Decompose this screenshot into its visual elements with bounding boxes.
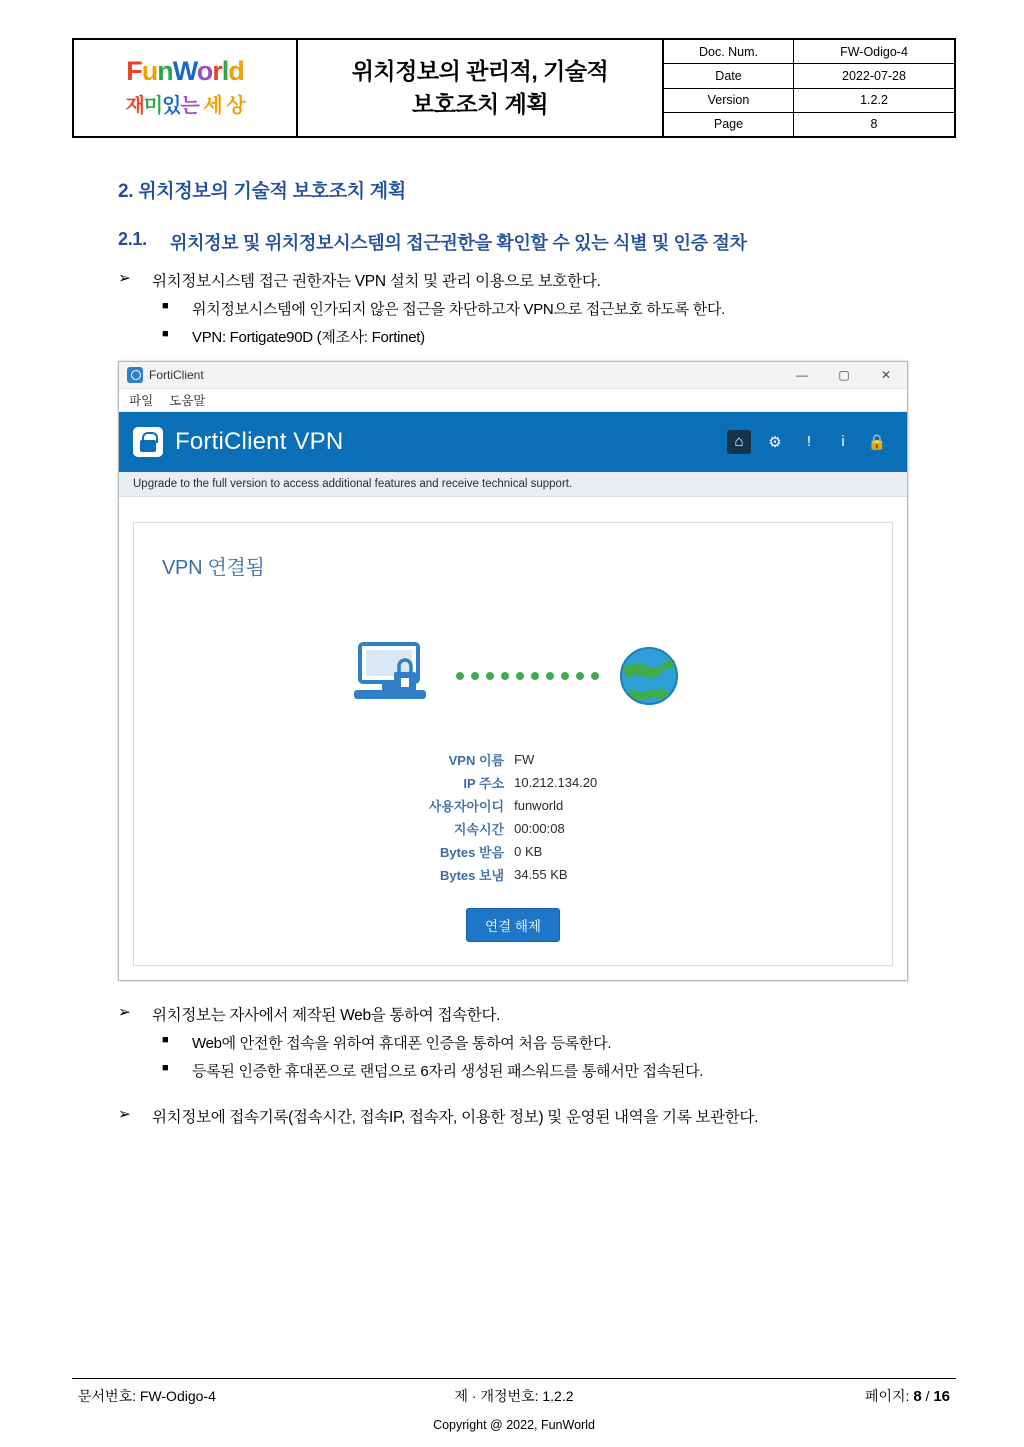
minimize-button[interactable]: — (796, 367, 808, 382)
subsection-heading (118, 229, 888, 259)
lock-icon-small[interactable]: 🔒 (867, 433, 887, 451)
footer-doc-number: 문서번호: FW-Odigo-4 (78, 1388, 216, 1404)
document-body (0, 160, 1024, 1127)
disconnect-button[interactable]: 연결 해제 (466, 908, 560, 942)
list-item-label: 등록된 인증한 휴대폰으로 랜덤으로 6자리 생성된 패스워드를 통해서만 접속된다. (192, 1062, 704, 1080)
bullet-square-icon: ■ (162, 327, 169, 340)
lock-icon (133, 427, 163, 457)
footer-page-current: 8 (913, 1388, 922, 1405)
window-title: FortiClient (149, 367, 204, 382)
list-item (162, 326, 1024, 347)
vpn-details-table (429, 748, 598, 886)
list-item (118, 1003, 1024, 1025)
bullet-square-icon: ■ (162, 1061, 169, 1074)
company-logo (74, 40, 298, 136)
list-item (118, 269, 1024, 291)
meta-value: 8 (870, 117, 878, 132)
vpn-panel (133, 522, 893, 966)
list-item-label: VPN: Fortigate90D (제조사: Fortinet) (192, 328, 425, 346)
footer-page (659, 1386, 956, 1406)
list-item (162, 1060, 1024, 1081)
detail-key: Bytes 받음 (439, 844, 505, 860)
meta-key: Date (664, 64, 794, 87)
detail-key: 사용자아이디 (428, 798, 505, 814)
close-button[interactable]: ✕ (880, 367, 892, 382)
detail-key: IP 주소 (463, 775, 505, 791)
subsection-text: 위치정보 및 위치정보시스템의 접근권한을 확인할 수 있는 식별 및 인증 절차 (170, 233, 747, 253)
bullet-square-icon: ■ (162, 299, 169, 312)
detail-key: Bytes 보냄 (439, 867, 505, 883)
detail-value: 34.55 KB (514, 866, 568, 882)
detail-value: 10.212.134.20 (514, 774, 598, 790)
window-titlebar (119, 362, 907, 389)
detail-value: funworld (514, 797, 564, 813)
footer-page-sep: / (921, 1388, 934, 1404)
menu-item-file[interactable]: 파일 (129, 393, 154, 408)
detail-key: 지속시간 (453, 821, 505, 837)
list-item (162, 298, 1024, 319)
table-row (429, 771, 598, 794)
product-name: FortiClient VPN (175, 427, 344, 455)
footer-revision: 제 · 개정번호: 1.2.2 (454, 1388, 574, 1404)
maximize-button[interactable]: ▢ (838, 367, 850, 382)
meta-value: FW-Odigo-4 (840, 44, 908, 59)
home-icon[interactable]: ⌂ (727, 430, 751, 454)
alert-icon[interactable]: ! (806, 433, 812, 451)
connection-dots (456, 672, 599, 680)
upgrade-notice: Upgrade to the full version to access additional features and receive technical support. (119, 472, 907, 497)
banner-toolbar (727, 430, 893, 454)
table-row (429, 817, 598, 840)
list-item-label: 위치정보에 접속기록(접속시간, 접속IP, 접속자, 이용한 정보) 및 운영된 내역을 기록 보관한다. (152, 1108, 759, 1126)
meta-row (664, 40, 954, 64)
forticlient-app-icon (127, 367, 143, 383)
list-item (162, 1032, 1024, 1053)
footer-copyright: Copyright @ 2022, FunWorld (433, 1418, 595, 1432)
detail-key: VPN 이름 (448, 752, 505, 768)
document-title-line2: 보호조치 계획 (411, 91, 549, 117)
document-title (298, 40, 664, 136)
gear-icon[interactable]: ⚙ (768, 433, 782, 451)
table-row (429, 748, 598, 771)
bullet-marker-icon: ➢ (118, 269, 131, 287)
globe-icon (617, 644, 681, 708)
detail-value: 00:00:08 (514, 820, 565, 836)
bullet-marker-icon: ➢ (118, 1003, 131, 1021)
document-footer (72, 1378, 956, 1432)
detail-value: FW (514, 751, 535, 767)
table-row (429, 794, 598, 817)
vpn-connection-graphic (134, 638, 892, 714)
menu-item-help[interactable]: 도움말 (169, 393, 206, 408)
list-item-label: 위치정보는 자사에서 제작된 Web을 통하여 접속한다. (152, 1006, 501, 1024)
table-row (429, 863, 598, 886)
meta-value: 2022-07-28 (842, 68, 906, 83)
meta-key: Page (664, 113, 794, 136)
logo-wordmark: FunWorld (126, 56, 244, 86)
vpn-status-text: VPN 연결됨 (162, 556, 265, 579)
document-meta-table (664, 40, 954, 136)
window-menubar (119, 389, 907, 412)
bullet-marker-icon: ➢ (118, 1105, 131, 1123)
meta-row (664, 64, 954, 88)
meta-row (664, 113, 954, 136)
bullet-square-icon: ■ (162, 1033, 169, 1046)
logo-tagline: 재미있는 세 상 (125, 95, 245, 117)
list-item (118, 1105, 1024, 1127)
document-title-line1: 위치정보의 관리적, 기술적 (351, 57, 609, 84)
meta-key: Version (664, 89, 794, 112)
detail-value: 0 KB (514, 843, 543, 859)
list-item-label: 위치정보시스템 접근 권한자는 VPN 설치 및 관리 이용으로 보호한다. (152, 272, 601, 290)
forticlient-banner (119, 412, 907, 472)
forticlient-window (118, 361, 908, 981)
footer-page-prefix: 페이지: (864, 1388, 914, 1404)
table-row (429, 840, 598, 863)
subsection-number: 2.1. (118, 229, 147, 249)
meta-value: 1.2.2 (860, 93, 888, 108)
document-header-table (72, 38, 956, 138)
list-item-label: 위치정보시스템에 인가되지 않은 접근을 차단하고자 VPN으로 접근보호 하도록 한다. (192, 300, 726, 318)
list-item-label: Web에 안전한 접속을 위하여 휴대폰 인증을 통하여 처음 등록한다. (192, 1034, 612, 1052)
info-icon[interactable]: i (841, 433, 845, 451)
section-heading: 2. 위치정보의 기술적 보호조치 계획 (118, 181, 406, 202)
computer-icon (346, 638, 438, 714)
meta-row (664, 89, 954, 113)
footer-page-total: 16 (933, 1388, 951, 1405)
meta-key: Doc. Num. (664, 40, 794, 63)
